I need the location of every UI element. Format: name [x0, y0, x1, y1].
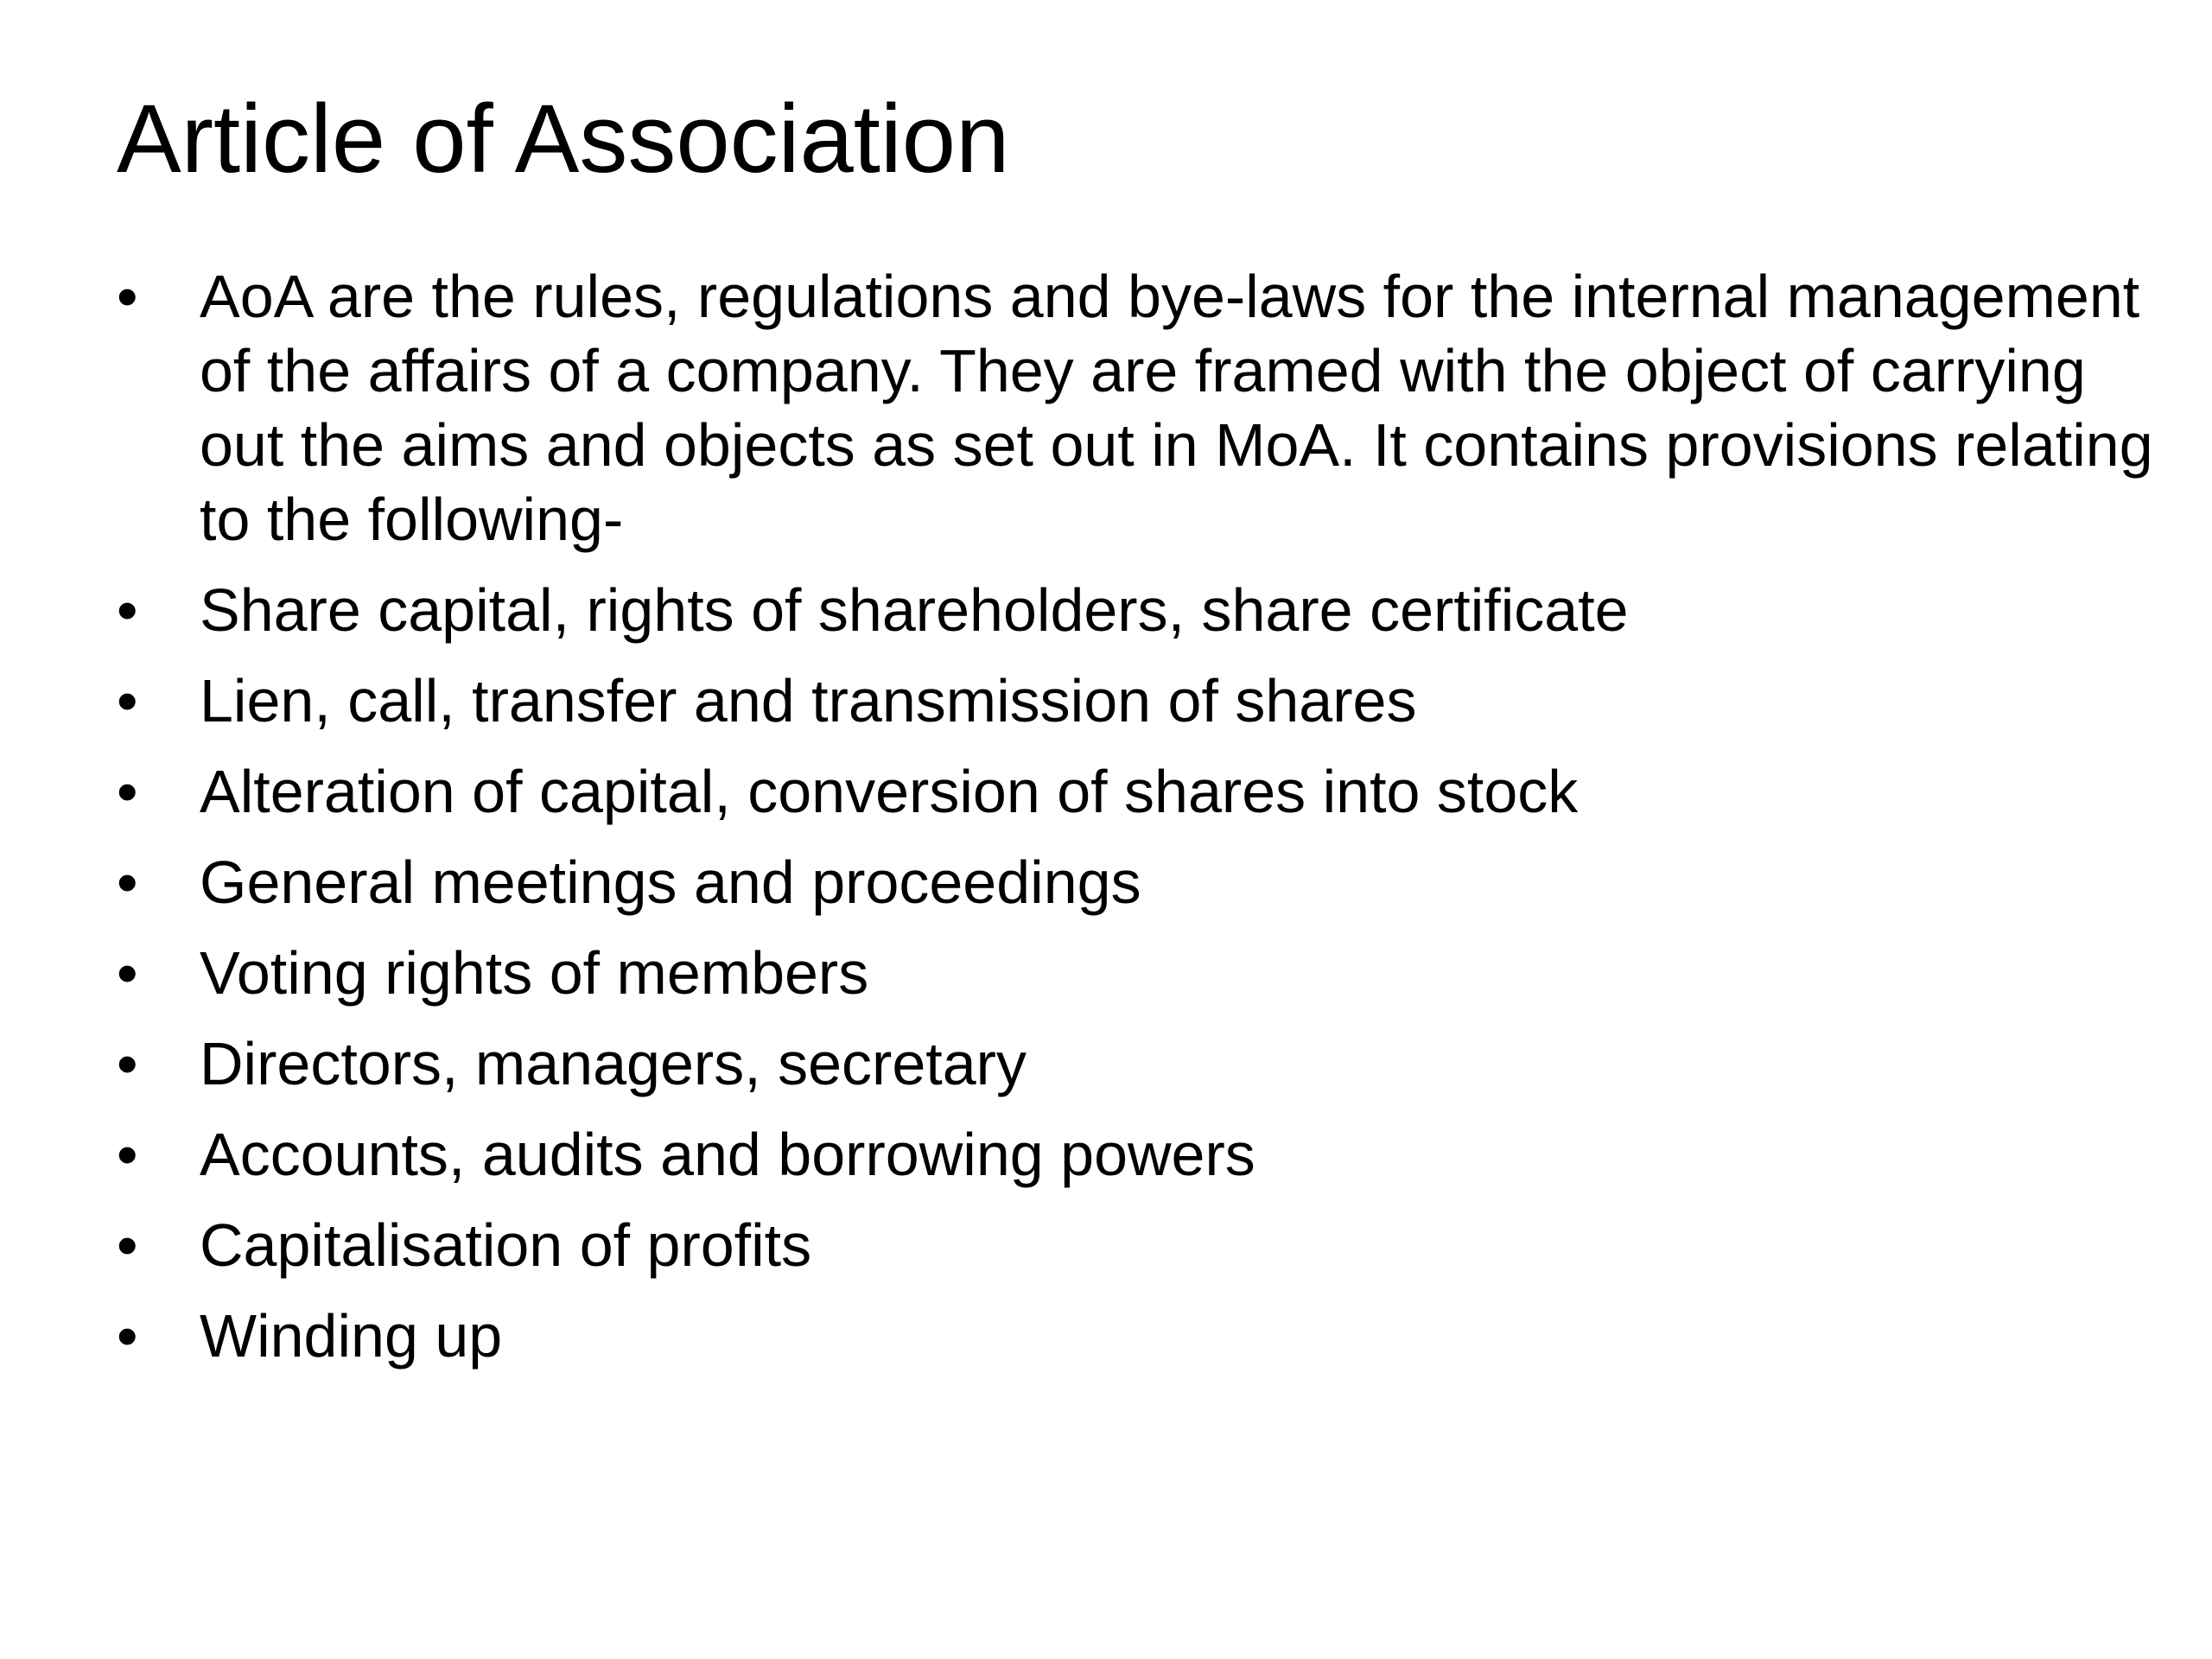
slide-title: Article of Association — [117, 85, 1010, 193]
bullet-text: AoA are the rules, regulations and bye-laws for the internal management of the affairs of a company. They are framed with the object of carrying out the aims and objects as set out in MoA. It contains provisions relating to the following- — [200, 263, 2153, 553]
bullet-item-lien-call-transfer — [117, 664, 2104, 738]
bullet-text: Winding up — [200, 1302, 503, 1370]
bullet-list — [117, 259, 2153, 1389]
bullet-icon: • — [117, 849, 138, 916]
bullet-icon: • — [117, 667, 138, 734]
bullet-text: Voting rights of members — [200, 939, 869, 1007]
bullet-item-directors — [117, 1027, 2104, 1101]
bullet-text: General meetings and proceedings — [200, 849, 1141, 916]
bullet-icon: • — [117, 576, 138, 644]
bullet-icon: • — [117, 1211, 138, 1279]
bullet-text: Accounts, audits and borrowing powers — [200, 1121, 1255, 1188]
bullet-icon: • — [117, 939, 138, 1007]
bullet-item-capitalisation — [117, 1208, 2104, 1282]
bullet-item-winding-up — [117, 1299, 2104, 1373]
bullet-item-accounts-audits — [117, 1117, 2104, 1192]
bullet-item-aoa-definition — [117, 259, 2170, 556]
bullet-text: Share capital, rights of shareholders, share certificate — [200, 576, 1629, 644]
bullet-text: Directors, managers, secretary — [200, 1030, 1027, 1097]
bullet-text: Capitalisation of profits — [200, 1211, 812, 1279]
bullet-item-general-meetings — [117, 845, 2104, 919]
bullet-icon: • — [117, 263, 138, 330]
bullet-icon: • — [117, 758, 138, 825]
bullet-icon: • — [117, 1121, 138, 1188]
bullet-item-voting-rights — [117, 936, 2104, 1010]
bullet-text: Lien, call, transfer and transmission of shares — [200, 667, 1417, 734]
bullet-icon: • — [117, 1302, 138, 1370]
bullet-icon: • — [117, 1030, 138, 1097]
bullet-item-share-capital — [117, 573, 2104, 647]
bullet-text: Alteration of capital, conversion of shares into stock — [200, 758, 1579, 825]
bullet-item-alteration-of-capital — [117, 754, 2104, 829]
